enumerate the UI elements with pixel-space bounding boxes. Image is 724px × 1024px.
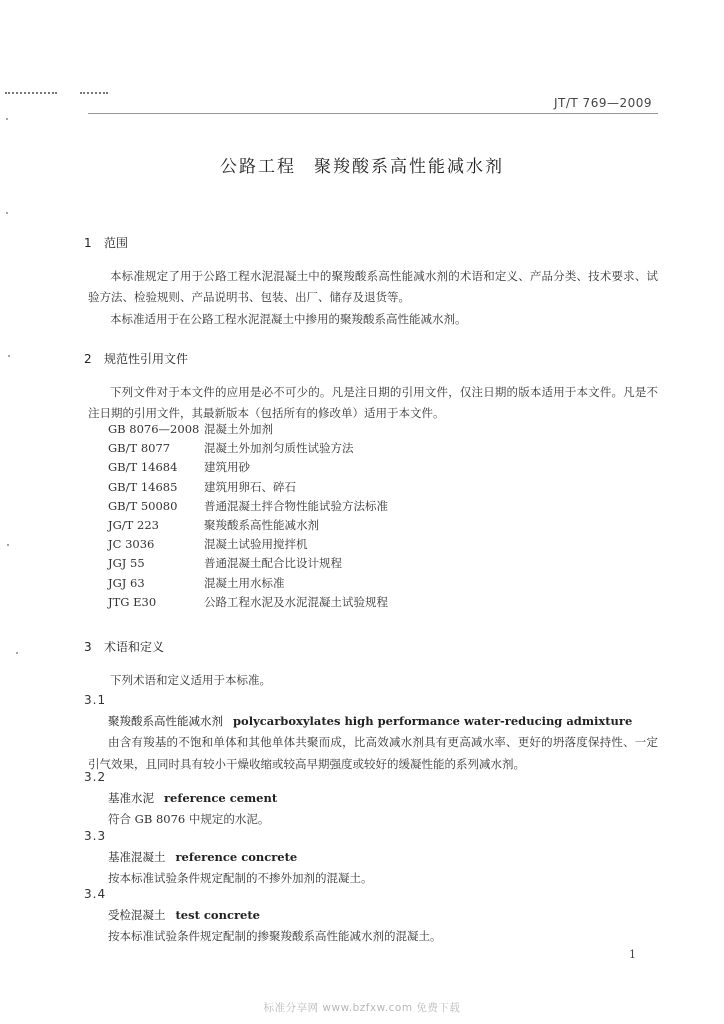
section-title: 规范性引用文件	[104, 352, 189, 366]
scan-speck	[8, 355, 10, 357]
title-part-2: 聚羧酸系高性能减水剂	[314, 157, 504, 177]
scan-artifact	[80, 92, 108, 94]
reference-code: JTG E30	[108, 594, 157, 609]
paragraph: 本标准适用于在公路工程水泥混凝土中掺用的聚羧酸系高性能减水剂。	[110, 312, 467, 326]
reference-item	[108, 535, 388, 554]
term-chinese: 聚羧酸系高性能减水剂	[108, 714, 223, 728]
term-chinese: 基准混凝土	[108, 850, 166, 864]
term-entry	[108, 907, 260, 923]
section-number: 3	[84, 640, 92, 654]
section-heading	[84, 638, 164, 655]
term-definition: 符合 GB 8076 中规定的水泥。	[108, 812, 270, 826]
reference-code: GB/T 50080	[108, 498, 178, 513]
term-english: reference concrete	[175, 850, 298, 864]
page-number: 1	[629, 948, 636, 961]
scan-speck	[6, 118, 8, 120]
paragraph: 下列文件对于本文件的应用是必不可少的。凡是注日期的引用文件，仅注日期的版本适用于本文件。凡是不注日期的引用文件，其最新版本（包括所有的修改单）适用于本文件。	[88, 385, 658, 420]
reference-code: JGJ 63	[108, 575, 145, 590]
term-entry	[108, 849, 297, 865]
reference-code: JGJ 55	[108, 556, 145, 571]
reference-title: 混凝土试验用搅拌机	[204, 537, 308, 552]
term-number: 3.2	[84, 770, 107, 784]
reference-item	[108, 420, 388, 439]
reference-code: GB/T 8077	[108, 441, 171, 456]
term-english: test concrete	[175, 908, 260, 922]
term-number: 3.4	[84, 887, 107, 901]
section-title: 术语和定义	[104, 640, 165, 654]
section-heading	[84, 350, 188, 367]
scan-speck	[7, 544, 9, 546]
reference-item	[108, 516, 388, 535]
reference-code: JC 3036	[108, 537, 155, 552]
term-chinese: 受检混凝土	[108, 908, 166, 922]
reference-code: JG/T 223	[108, 517, 159, 532]
reference-item	[108, 497, 388, 516]
scan-speck	[6, 212, 8, 214]
reference-item	[108, 458, 388, 477]
reference-title: 聚羧酸系高性能减水剂	[204, 517, 319, 532]
term-definition: 由含有羧基的不饱和单体和其他单体共聚而成，比高效减水剂具有更高减水率、更好的坍落度保持性、一定引气效果，且同时具有较小干燥收缩或较高早期强度或较好的缓凝性能的系列减水剂。	[88, 735, 658, 771]
standard-code: JT/T 769—2009	[554, 96, 652, 110]
term-number: 3.3	[84, 829, 107, 843]
term-number: 3.1	[84, 693, 107, 707]
reference-title: 混凝土用水标准	[204, 575, 285, 590]
reference-item	[108, 439, 388, 458]
document-title	[0, 152, 724, 177]
reference-title: 建筑用砂	[204, 460, 250, 475]
reference-code: GB 8076—2008	[108, 422, 200, 436]
paragraph: 下列术语和定义适用于本标准。	[110, 673, 271, 687]
reference-item	[108, 554, 388, 573]
term-english: reference cement	[164, 791, 278, 805]
section-title: 范围	[104, 236, 129, 250]
term-entry	[108, 790, 277, 806]
reference-title: 公路工程水泥及水泥混凝土试验规程	[204, 594, 388, 609]
reference-title: 混凝土外加剂匀质性试验方法	[204, 441, 354, 456]
header-rule	[88, 113, 658, 114]
reference-title: 建筑用卵石、碎石	[204, 479, 296, 494]
normative-references-list	[108, 420, 388, 612]
scan-speck	[16, 652, 18, 654]
watermark: 标准分享网 www.bzfxw.com 免费下载	[263, 1002, 461, 1014]
reference-item	[108, 574, 388, 593]
reference-title: 普通混凝土配合比设计规程	[204, 556, 342, 571]
section-number: 2	[84, 352, 92, 366]
reference-code: GB/T 14684	[108, 460, 178, 475]
reference-item	[108, 593, 388, 612]
term-definition: 按本标准试验条件规定配制的不掺外加剂的混凝土。	[108, 871, 373, 885]
reference-title: 普通混凝土拌合物性能试验方法标准	[204, 498, 388, 513]
paragraph: 本标准规定了用于公路工程水泥混凝土中的聚羧酸系高性能减水剂的术语和定义、产品分类、技术要求、试验方法、检验规则、产品说明书、包装、出厂、储存及退货等。	[88, 269, 658, 304]
title-part-1: 公路工程	[220, 157, 296, 177]
term-english: polycarboxylates high performance water-reducing admixture	[233, 714, 633, 728]
scan-artifact	[5, 92, 57, 94]
reference-code: GB/T 14685	[108, 479, 178, 494]
term-entry	[108, 713, 632, 729]
term-definition: 按本标准试验条件规定配制的掺聚羧酸系高性能减水剂的混凝土。	[108, 929, 442, 943]
reference-title: 混凝土外加剂	[204, 422, 273, 436]
section-number: 1	[84, 236, 92, 250]
term-chinese: 基准水泥	[108, 791, 154, 805]
section-heading	[84, 234, 128, 251]
reference-item	[108, 478, 388, 497]
